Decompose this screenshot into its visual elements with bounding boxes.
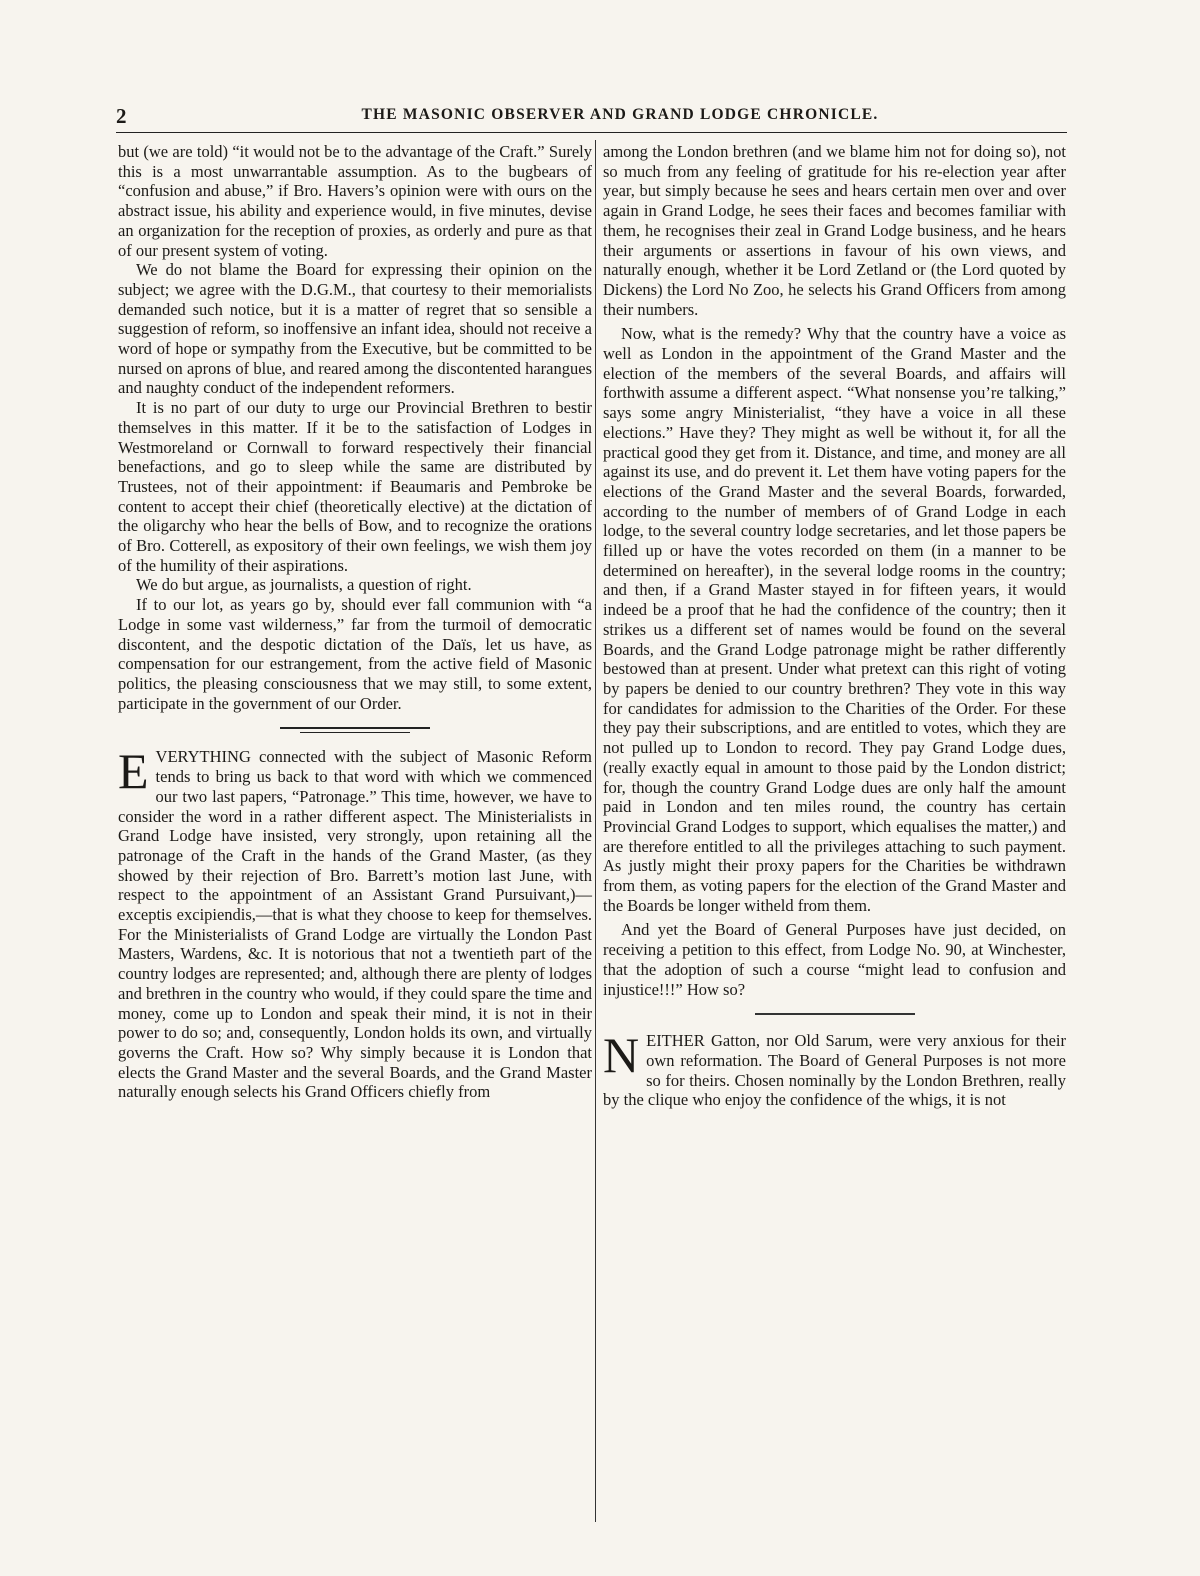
paragraph — [118, 743, 592, 1102]
paragraph: but (we are told) “it would not be to the advantage of the Craft.” Surely this is a most unwarrantable assumption. As to the bugbears of “confusion and abuse,” if Bro. Havers’s opinion were with ours on the abstract issue, his ability and experience would, in five minutes, devise an organization for the reception of proxies, as orderly and pure as that of our present system of voting. — [118, 142, 592, 260]
paragraph: And yet the Board of General Purposes have just decided, on receiving a petition to this effect, from Lodge No. 90, at Winchester, that the adoption of such a course “might lead to confusion and injustice!!!” How so? — [603, 920, 1066, 999]
paragraph: among the London brethren (and we blame him not for doing so), not so much from any feeling of gratitude for his re-election year after year, but simply because he sees and hears certain men over and over again in Grand Lodge, he sees their faces and becomes familiar with them, he recognises their zeal in Grand Lodge business, and he hears their arguments or assertions in favour of his own views, and naturally enough, whether it be Lord Zetland or (the Lord quoted by Dickens) the Lord No Zoo, he selects his Grand Officers from among their numbers. — [603, 142, 1066, 319]
paragraph: It is no part of our duty to urge our Provincial Brethren to bestir themselves in this matter. If it be to the satisfaction of Lodges in Westmoreland or Cornwall to forward respectively their financial benefactions, and go to sleep while the same are distributed by Trustees, not of their appointment: if Beaumaris and Pembroke be content to accept their chief (theoretically elective) at the dictation of the oligarchy who hear the bells of Bow, and to recognize the orations of Bro. Cotterell, as expository of their own feelings, we wish them joy of the humility of their aspirations. — [118, 398, 592, 575]
paragraph-text: EITHER Gatton, nor Old Sarum, were very anxious for their own reformation. The Board of General Purposes is not more so for theirs. Chosen nominally by the London Brethren, really by the clique who enjoy the confidence of the whigs, it is not — [603, 1031, 1066, 1110]
paragraph-text: VERYTHING connected with the subject of Masonic Reform tends to bring us back to that word with which we commenced our two last papers, “Patronage.” This time, however, we have to consider the word in a rather different aspect. The Ministerialists in Grand Lodge have insisted, very strongly, upon retaining all the patronage of the Craft in the hands of the Grand Master, (as they showed by their rejection of Bro. Barrett’s motion last June, with respect to the appointment of an Assistant Grand Pursuivant,)—exceptis excipiendis,—that is what they choose to keep for themselves. For the Ministerialists of Grand Lodge are virtually the London Past Masters, Wardens, &c. It is notorious that not a twentieth part of the country lodges are represented; and, although there are plenty of lodges and brethren in the country who would, if they could spare the time and money, come up to London and speak their mind, it is not in their power to do so; and, consequently, London holds its own, and virtually governs the Craft. How so? Why simply because it is London that elects the Grand Master and the several Boards, and the Grand Master naturally enough selects his Grand Officers chiefly from — [118, 747, 592, 1102]
section-divider — [280, 727, 430, 733]
column-divider — [595, 140, 596, 1522]
section-divider — [755, 1013, 915, 1015]
paragraph: We do not blame the Board for expressing their opinion on the subject; we agree with the D.G.M., that courtesy to their memorialists demanded such notice, but it is a matter of regret that so sensible a suggestion of reform, so inoffensive an infant idea, should not receive a word of hope or sympathy from the Executive, but be committed to be nursed on aprons of blue, and reared among the discontented harangues and naughty conduct of the independent reformers. — [118, 260, 592, 398]
paragraph: Now, what is the remedy? Why that the country have a voice as well as London in the appointment of the Grand Master and the election of the members of the several Boards, and affairs will forthwith assume a different aspect. “What nonsense you’re talking,” says some angry Ministerialist, “they have a voice in all these elections.” Have they? They might as well be without it, for all the practical good they get from it. Distance, and time, and money are all against its use, and do prevent it. Let them have voting papers for the elections of the Grand Master and the several Boards, forwarded, according to the number of members of of Grand Lodge in each lodge, to the several country lodge secretaries, and let those papers be filled up or have the votes recorded on them (in a manner to be determined on hereafter), in the several lodge rooms in the country; and then, if a Grand Master stayed in for fifteen years, it would indeed be a proof that he had the confidence of the country; then it strikes us a different set of names would be found on the several Boards, and the Grand Lodge patronage might be rather differently bestowed than at present. Under what pretext can this right of voting by papers be denied to our country brethren? They vote in this way for candidates for admission to the Charities of the Order. For these they pay their subscriptions, and are entitled to votes, which they are not pulled up to London to record. They pay Grand Lodge dues, (really exactly equal in amount to those paid by the London district; for, though the country Grand Lodge dues are only half the amount paid in London and ten miles round, the country has certain Provincial Grand Lodges to support, which equalises the matter,) and are therefore entitled to all the privileges attaching to such payment. As justly might their proxy papers for the Charities be withdrawn from them, as voting papers for the election of the Grand Master and the Boards be longer witheld from them. — [603, 324, 1066, 915]
running-head: THE MASONIC OBSERVER AND GRAND LODGE CHRONICLE. — [361, 106, 879, 123]
paragraph: We do but argue, as journalists, a question of right. — [136, 575, 472, 595]
drop-cap: N — [603, 1027, 640, 1084]
drop-cap: E — [118, 743, 149, 800]
header-rule — [116, 132, 1067, 133]
paragraph — [603, 1027, 1066, 1110]
paragraph: If to our lot, as years go by, should ever fall communion with “a Lodge in some vast wilderness,” far from the turmoil of democratic discontent, and the despotic dictation of the Daïs, let us have, as compensation for our estrangement, from the active field of Masonic politics, the pleasing consciousness that we may still, to some extent, participate in the government of our Order. — [118, 595, 592, 713]
left-column — [118, 142, 592, 1102]
right-column — [603, 142, 1066, 1110]
page-number: 2 — [116, 104, 127, 128]
